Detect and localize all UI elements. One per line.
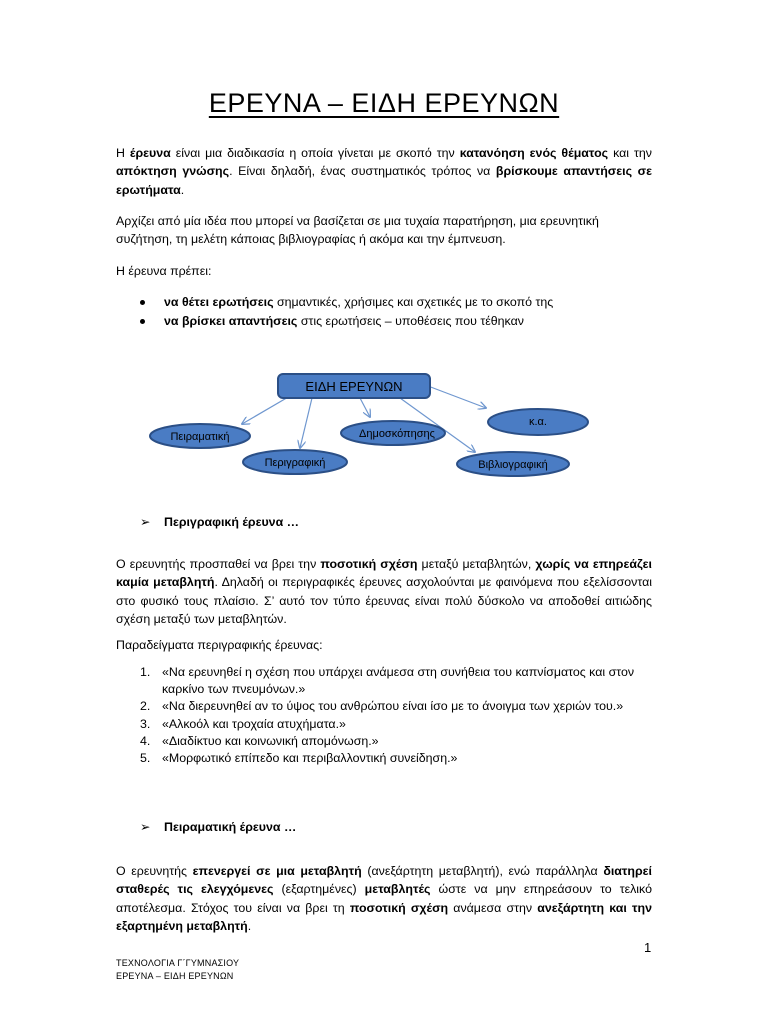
research-types-diagram	[0, 360, 768, 485]
list-item: 3. «Αλκοόλ και τροχαία ατυχήματα.»	[140, 716, 346, 731]
node-experimental-label: Πειραματική	[170, 431, 230, 443]
intro-paragraph-3: Η έρευνα πρέπει:	[116, 264, 212, 278]
examples-list	[140, 664, 660, 767]
section-heading-descriptive: ➢ Περιγραφική έρευνα …	[140, 515, 300, 529]
list-item: 5. «Μορφωτικό επίπεδο και περιβαλλοντική συνείδηση.»	[140, 751, 458, 766]
examples-intro: Παραδείγματα περιγραφικής έρευνας:	[116, 638, 323, 652]
footer-line-2: ΕΡΕΥΝΑ – ΕΙΔΗ ΕΡΕΥΝΩΝ	[116, 971, 234, 981]
page-title: ΕΡΕΥΝΑ – ΕΙΔΗ ΕΡΕΥΝΩΝ	[208, 88, 560, 118]
arrow-bullet-icon: ➢	[140, 820, 151, 834]
arrow-bullet-icon: ➢	[140, 515, 151, 529]
bullet-icon	[140, 300, 145, 305]
arrow-to-other	[428, 386, 486, 408]
list-item: 2. «Να διερευνηθεί αν το ύψος του ανθρώπου είναι ίσο με το άνοιγμα των χεριών του.»	[140, 699, 624, 714]
node-descriptive-label: Περιγραφική	[264, 457, 326, 469]
diagram-root-label: ΕΙΔΗ ΕΡΕΥΝΩΝ	[305, 379, 403, 394]
requirements-list	[140, 293, 660, 331]
arrow-to-survey	[360, 398, 370, 417]
list-item: 1. «Να ερευνηθεί η σχέση που υπάρχει ανάμεσα στη συνήθεια του καπνίσματος και στον καρκίνο των πνευμόνων.»	[140, 665, 635, 697]
descriptive-paragraph: Ο ερευνητής προσπαθεί να βρει την ποσοτική σχέση μεταξύ μεταβλητών, χωρίς να επηρεάζει καμία μεταβλητή. Δηλαδή οι περιγραφικές έρευνες ασχολούνται με φαινόμενα που εξελίσσονται στο φυσικό τους πλαίσιο. Σ’ αυτό τον τύπο έρευνας είναι πολύ δύσκολο να αποδοθεί αιτιώδης σχέση μεταξύ των μεταβλητών.	[116, 557, 652, 627]
intro-paragraph-2: Αρχίζει από μία ιδέα που μπορεί να βασίζεται σε μια τυχαία παρατήρηση, μια ερευνητική συζήτηση, τη μελέτη κάποιας βιβλιογραφίας ή ακόμα και την έμπνευση.	[116, 214, 599, 247]
node-bibliographic-label: Βιβλιογραφική	[478, 459, 548, 471]
node-other-label: κ.α.	[529, 416, 547, 428]
footer-line-1: ΤΕΧΝΟΛΟΓΙΑ Γ΄ΓΥΜΝΑΣΙΟΥ	[116, 958, 240, 968]
bullet-icon	[140, 319, 145, 324]
list-item: να βρίσκει απαντήσεις στις ερωτήσεις – υποθέσεις που τέθηκαν	[140, 312, 660, 331]
list-item: 4. «Διαδίκτυο και κοινωνική απομόνωση.»	[140, 733, 379, 748]
arrow-to-descriptive	[300, 398, 312, 448]
section-heading-experimental: ➢ Πειραματική έρευνα …	[140, 820, 297, 834]
arrow-to-experimental	[242, 396, 290, 424]
node-survey-label: Δημοσκόπησης	[359, 428, 435, 440]
list-item: να θέτει ερωτήσεις σημαντικές, χρήσιμες και σχετικές με το σκοπό της	[140, 293, 660, 312]
intro-paragraph-1: Η έρευνα είναι μια διαδικασία η οποία γίνεται με σκοπό την κατανόηση ενός θέματος και την απόκτηση γνώσης. Είναι δηλαδή, ένας συστηματικός τρόπος να βρίσκουμε απαντήσεις σε ερωτήματα.	[116, 146, 653, 197]
page-number: 1	[644, 940, 652, 955]
experimental-paragraph: Ο ερευνητής επενεργεί σε μια μεταβλητή (ανεξάρτητη μεταβλητή), ενώ παράλληλα διατηρεί σταθερές τις ελεγχόμενες (εξαρτημένες) μεταβλητές ώστε να μην επηρεάσουν το τελικό αποτέλεσμα. Στόχος του είναι να βρει τη ποσοτική σχέση ανάμεσα στην ανεξάρτητη και την εξαρτημένη μεταβλητή.	[116, 864, 652, 934]
